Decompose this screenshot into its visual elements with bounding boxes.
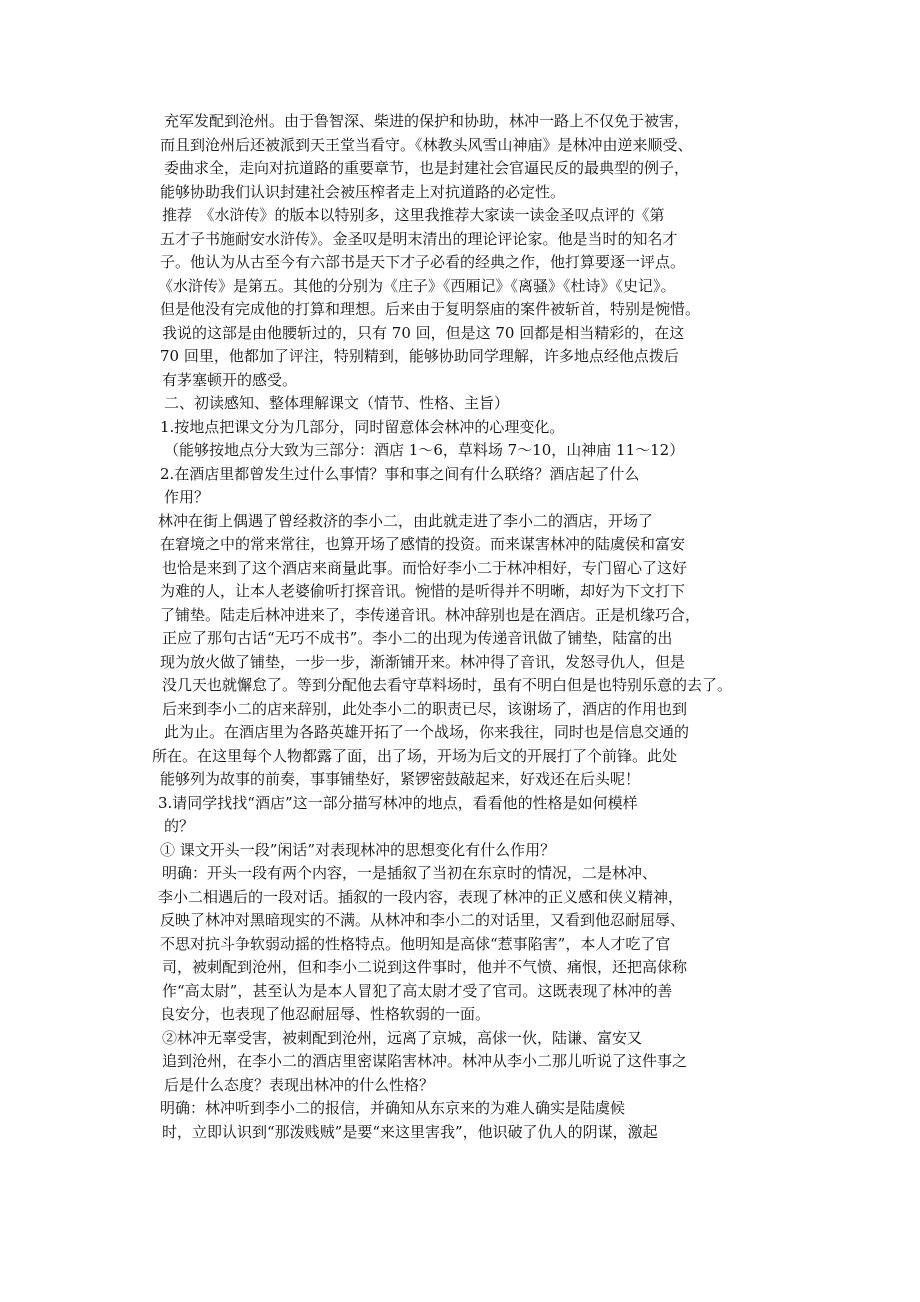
- text-line: （能够按地点分大致为三部分：酒店 1～6，草料场 7～10，山神庙 11～12）: [164, 441, 685, 459]
- text-line: 明确：开头一段有两个内容，一是插叙了当初在东京时的情况，二是林冲、: [162, 864, 658, 882]
- text-line: 林冲在街上偶遇了曾经救济的李小二，由此就走进了李小二的酒店，开场了: [158, 511, 654, 530]
- text-line: 没几天也就懈怠了。等到分配他去看守草料场时，虽有不明白但是也特别乐意的去了。: [162, 676, 733, 694]
- text-line: 现为放火做了铺垫，一步一步，渐渐铺开来。林冲得了音讯，发怒寻仇人，但是: [160, 652, 686, 671]
- document-body: [0, 110, 920, 1144]
- text-line: 推荐 《水浒传》的版本以特别多，这里我推荐大家读一读金圣叹点评的《第: [162, 206, 665, 224]
- text-line: 司，被刺配到沧州，但和李小二说到这件事时，他并不气愤、痛恨，还把高俅称: [162, 958, 688, 976]
- text-line: 反映了林冲对黑暗现实的不满。从林冲和李小二的对话里，又看到他忍耐屈辱、: [160, 911, 686, 929]
- text-line: 时，立即认识到“那泼贱贼”是要“来这里害我”，他识破了仇人的阴谋，激起: [162, 1122, 658, 1141]
- text-line: 2.在酒店里都曾发生过什么事情？事和事之间有什么联络？酒店起了什么: [160, 464, 640, 483]
- text-line: 所在。在这里每个人物都露了面，出了场，开场为后文的开展打了个前锋。此处: [152, 746, 678, 765]
- text-line: 70 回里，他都加了评注，特别精到，能够协助同学理解，许多地点经他点拨后: [160, 347, 679, 365]
- text-line: 作“高太尉”，甚至认为是本人冒犯了高太尉才受了官司。这既表现了林冲的善: [162, 981, 673, 1000]
- text-line: 3.请同学找找“酒店”这一部分描写林冲的地点，看看他的性格是如何模样: [158, 793, 638, 812]
- text-line: 能够协助我们认识封建社会被压榨者走上对抗道路的必定性。: [160, 182, 566, 201]
- text-line: 我说的这部是由他腰斩过的，只有 70 回，但是这 70 回都是相当精彩的，在这: [162, 323, 685, 342]
- text-line: 正应了那句古话“无巧不成书”。李小二的出现为传递音讯做了铺垫，陆富的出: [162, 629, 673, 647]
- text-line: ① 课文开头一段”闲话”对表现林冲的思想变化有什么作用？: [160, 840, 556, 859]
- text-line: 此为止。在酒店里为各路英雄开拓了一个战场，你来我往，同时也是信息交通的: [164, 723, 690, 741]
- text-line: 明确：林冲听到李小二的报信，并确知从东京来的为难人确实是陆虞候: [160, 1099, 626, 1117]
- text-line: 追到沧州，在李小二的酒店里密谋陷害林冲。林冲从李小二那儿听说了这件事之: [162, 1052, 688, 1070]
- text-line: 五才子书施耐安水浒传》。金圣叹是明末清出的理论评论家。他是当时的知名才: [160, 229, 678, 248]
- text-line: 良安分，也表现了他忍耐屈辱、性格软弱的一面。: [160, 1005, 491, 1023]
- text-line: 后来到李小二的店来辞别，此处李小二的职责已尽，该谢场了，酒店的作用也到: [162, 699, 688, 718]
- text-line: 《水浒传》是第五。其他的分别为《庄子》《西厢记》《离骚》《杜诗》《史记》。: [158, 276, 676, 295]
- text-line: 后是什么态度？表现出林冲的什么性格？: [164, 1075, 435, 1094]
- text-line: 子。他认为从古至今有六部书是天下才子必看的经典之作，他打算要逐一评点。: [160, 253, 686, 271]
- section-heading: 二、初读感知、整体理解课文（情节、性格、主旨）: [164, 394, 510, 412]
- text-line: 也恰是来到了这个酒店来商量此事。而恰好李小二于林冲相好，专门留心了这好: [162, 558, 688, 577]
- text-line: 为难的人，让本人老婆偷听打探音讯。惋惜的是听得并不明晰，却好为下文打下: [160, 582, 686, 600]
- text-line: 有茅塞顿开的感受。: [162, 370, 298, 389]
- text-line: 在窘境之中的常来常往，也算开场了感情的投资。而来谋害林冲的陆虞侯和富安: [160, 535, 686, 553]
- text-line: 委曲求全，走向对抗道路的重要章节，也是封建社会官逼民反的最典型的例子，: [164, 159, 690, 177]
- text-line: 了铺垫。陆走后林冲进来了，李传递音讯。林冲辞别也是在酒店。正是机缘巧合，: [160, 605, 701, 624]
- text-line: 充军发配到沧州。由于鲁智深、柴进的保护和协助，林冲一路上不仅免于被害，: [164, 112, 690, 130]
- text-line: 1.按地点把课文分为几部分，同时留意体会林冲的心理变化。: [160, 417, 565, 436]
- text-line: 能够列为故事的前奏，事事铺垫好，紧锣密鼓敲起来，好戏还在后头呢！: [160, 770, 641, 788]
- text-line: 但是他没有完成他的打算和理想。后来由于复明祭庙的案件被斩首，特别是惋惜。: [160, 300, 701, 318]
- text-line: 而且到沧州后还被派到天王堂当看守。《林教头风雪山神庙》是林冲由逆来顺受、: [160, 135, 693, 154]
- text-line: 李小二相遇后的一段对话。插叙的一段内容，表现了林冲的正义感和侠义精神，: [158, 887, 684, 906]
- text-line: 作用？: [164, 488, 210, 506]
- text-line: 的？: [164, 817, 195, 835]
- text-line: ②林冲无辜受害，被刺配到沧州，远离了京城，高俅一伙，陆谦、富安又: [162, 1028, 643, 1047]
- text-line: 不思对抗斗争软弱动摇的性格特点。他明知是高俅“惹事陷害”，本人才吃了官: [160, 934, 671, 953]
